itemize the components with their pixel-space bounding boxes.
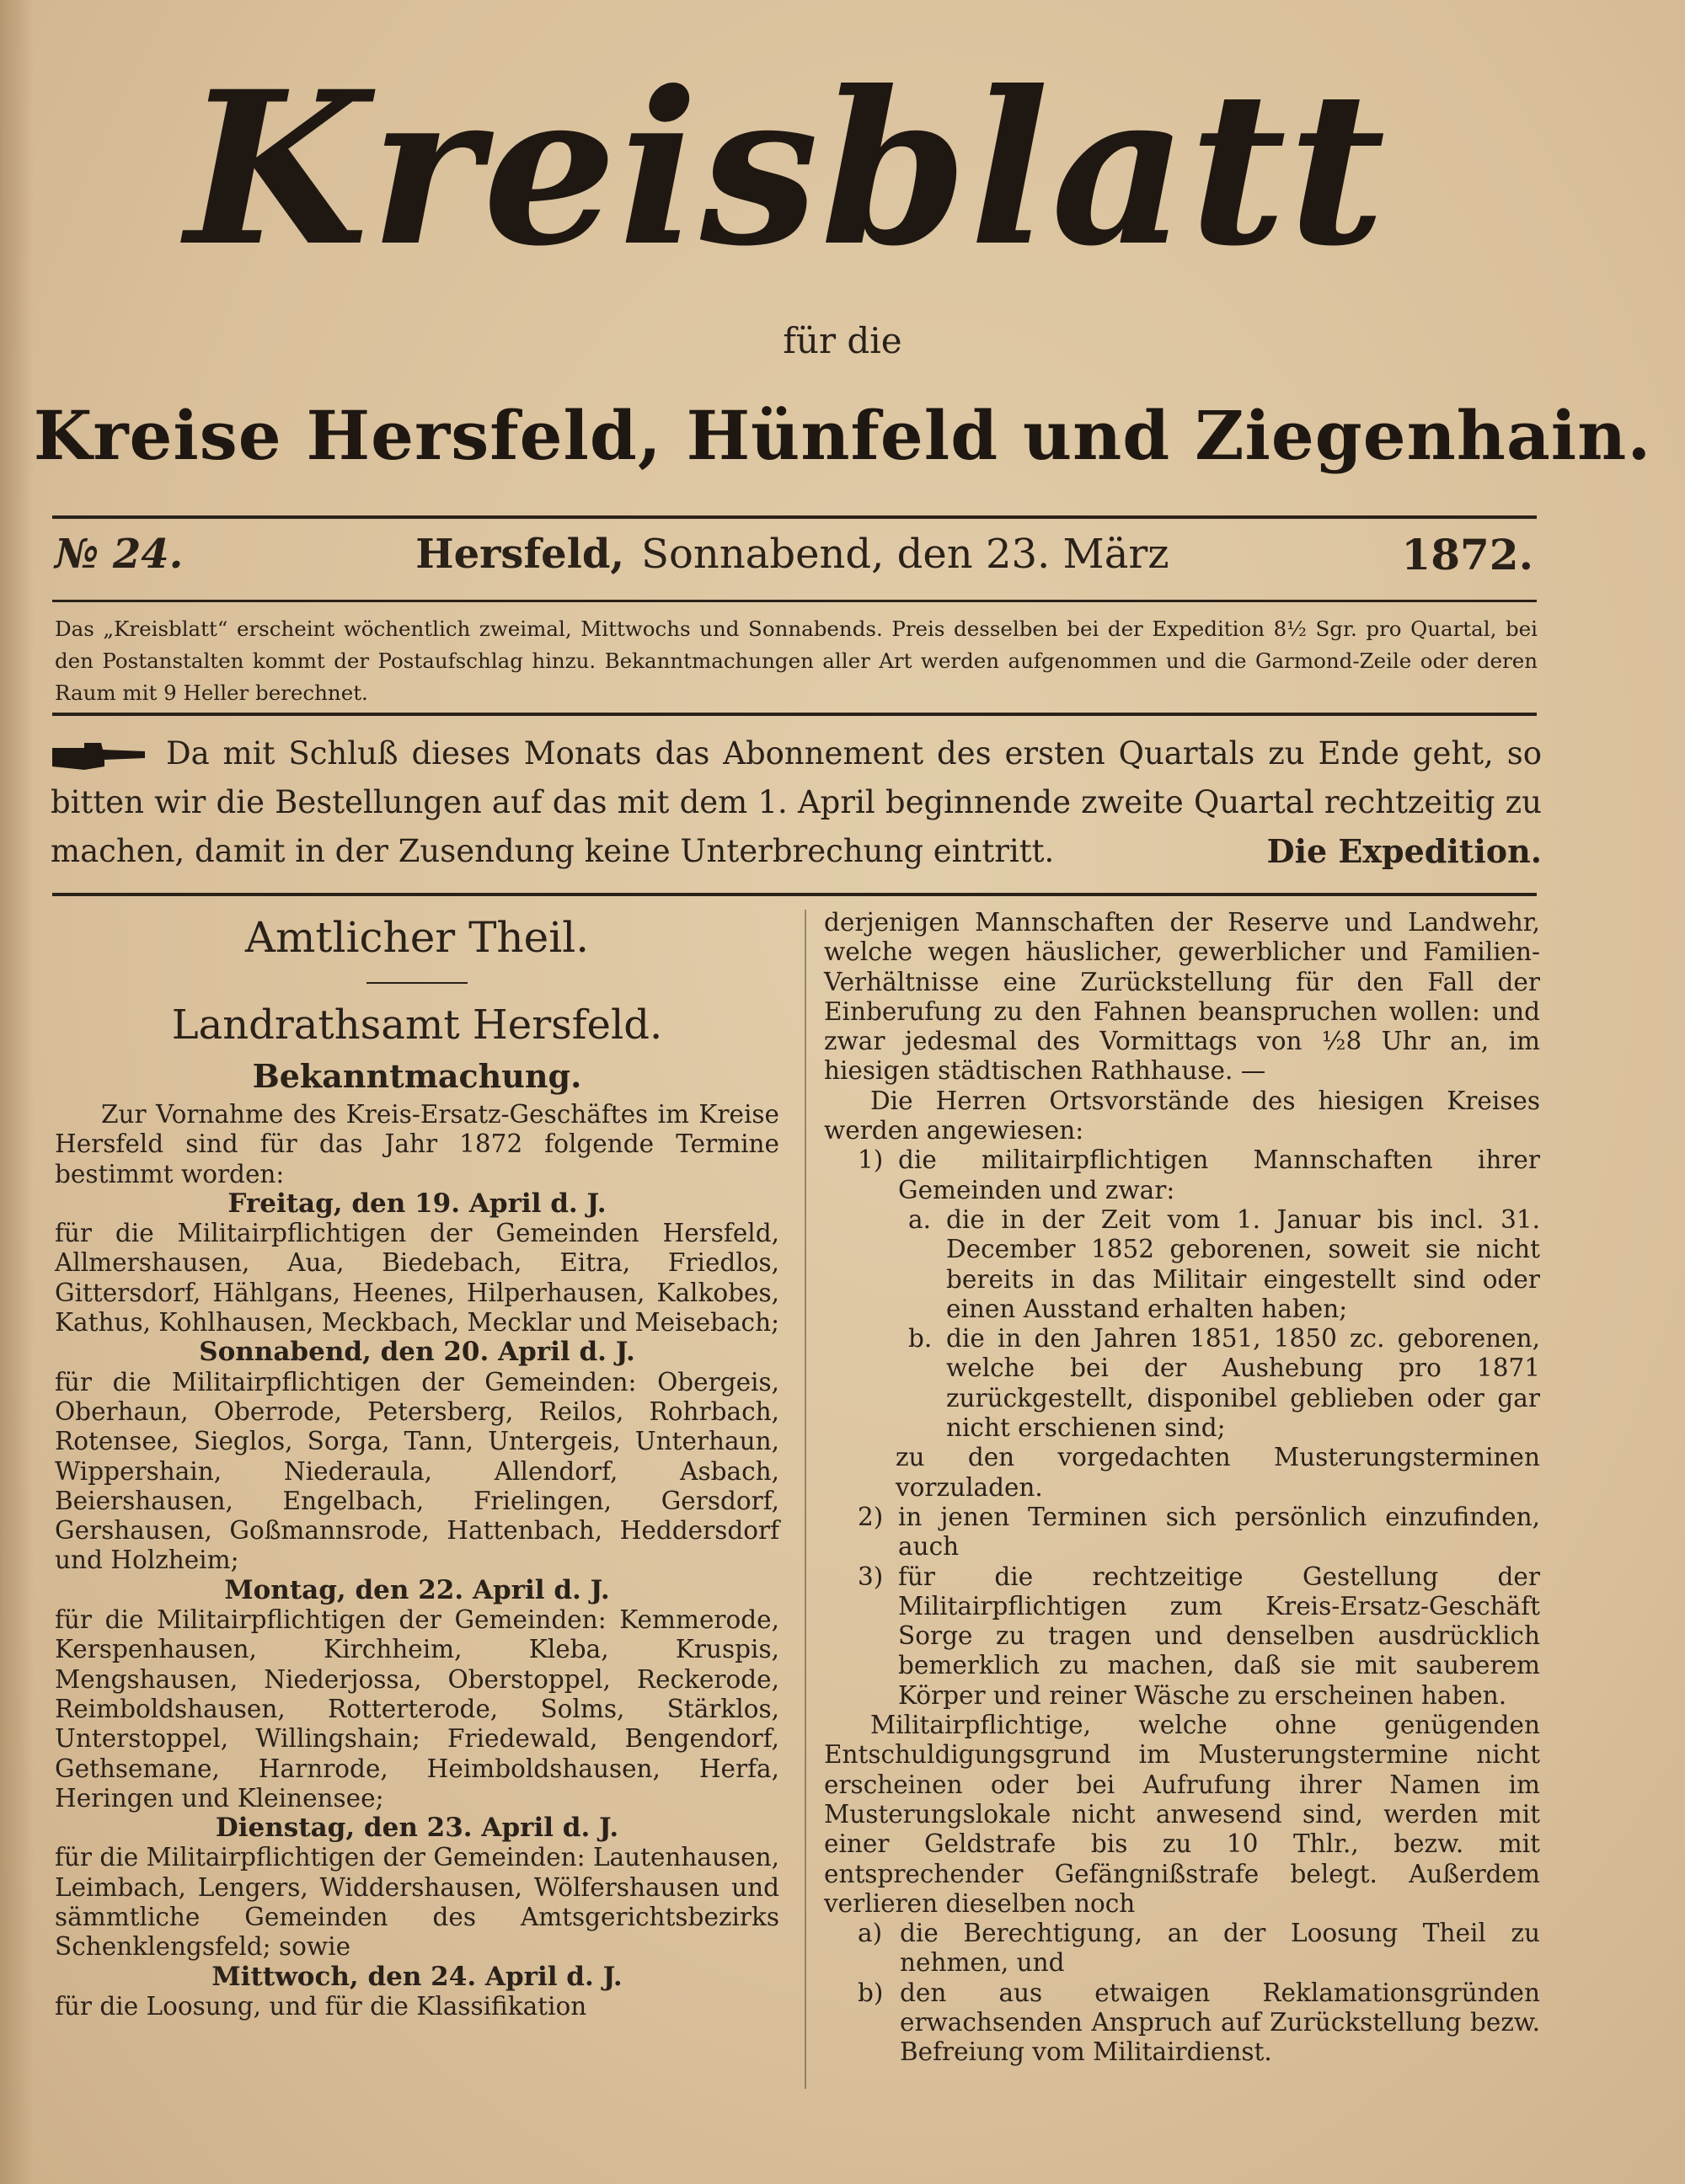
day-heading-5: Mittwoch, den 24. April d. J.	[211, 1961, 623, 1992]
intro-paragraph: Zur Vornahme des Kreis-Ersatz-Geschäftes im Kreise Hersfeld sind für das Jahr 1872 folgende Termine bestimmt worden:	[55, 1100, 779, 1188]
list-item-3: 3) für die rechtzeitige Gestellung der Militairpflichtigen zum Kreis-Ersatz-Geschäft Sorge zu tragen und denselben ausdrücklich bemerklich zu machen, daß sie mit sauberem Körper und reiner Wäsche zu erscheinen haben.	[858, 1562, 1540, 1710]
pointing-hand-icon	[51, 741, 147, 772]
section-rule	[366, 982, 468, 984]
day-heading-3: Montag, den 22. April d. J.	[224, 1574, 610, 1605]
list-item-2: 2) in jenen Terminen sich persönlich einzufinden, auch	[858, 1502, 1540, 1562]
masthead-subtitle: für die	[783, 320, 902, 361]
list-item-1b: b. die in den Jahren 1851, 1850 zc. geborenen, welche bei der Aushebung pro 1871 zurückgestellt, disponibel geblieben oder gar nicht erschienen sind;	[908, 1324, 1540, 1443]
day-heading-1: Freitag, den 19. April d. J.	[227, 1188, 607, 1219]
penalty-paragraph: Militairpflichtige, welche ohne genügenden Entschuldigungsgrund im Musterungstermine nicht erscheinen oder bei Aufrufung ihrer Namen im Musterungslokale nicht anwesend sind, werden mit einer Geldstrafe bis zu 10 Thlr., bezw. mit entsprechender Gefängnißstrafe belegt. Außerdem verlieren dieselben noch	[824, 1711, 1540, 1918]
day-text-4: für die Militairpflichtigen der Gemeinden: Lautenhausen, Leimbach, Lengers, Widdershausen, Wölfershausen und sämmtliche Gemeinden des Amtsgerichtsbezirks Schenklengsfeld; sowie	[55, 1843, 779, 1962]
day-text-3: für die Militairpflichtigen der Gemeinden: Kemmerode, Kerspenhausen, Kirchheim, Kleba, Kruspis, Mengshausen, Niederjossa, Oberstoppel, Reckerode, Reimboldshausen, Rotterterode, Solms, Stärklos, Unterstoppel, Willingshain; Friedewald, Bengendorf, Gethsemane, Harnrode, Heimboldshausen, Herfa, Heringen und Kleinensee;	[55, 1605, 779, 1813]
list-item-a: a) die Berechtigung, an der Loosung Theil zu nehmen, und	[858, 1919, 1540, 1978]
day-text-2: für die Militairpflichtigen der Gemeinden: Obergeis, Oberhaun, Oberrode, Petersberg, Reilos, Rohrbach, Rotensee, Sieglos, Sorga, Tann, Untergeis, Unterhaun, Wippershain, Niederaula, Allendorf, Asbach, Beiershausen, Engelbach, Frielingen, Gersdorf, Gershausen, Goßmannsrode, Hattenbach, Heddersdorf und Holzheim;	[55, 1367, 779, 1575]
instructions-intro: Die Herren Ortsvorstände des hiesigen Kreises werden angewiesen:	[824, 1086, 1540, 1145]
right-column	[824, 908, 1540, 2068]
notice-signature: Die Expedition.	[1266, 832, 1542, 870]
day-heading-2: Sonnabend, den 20. April d. J.	[199, 1337, 635, 1368]
notice-text: Da mit Schluß dieses Monats das Abonnement des ersten Quartals zu Ende geht, so bitten wir die Bestellungen auf das mit dem 1. April beginnende zweite Quartal rechtzeitig zu machen, damit in der Zusendung keine Unterbrechung eintritt.	[51, 735, 1542, 869]
masthead-region: Kreise Hersfeld, Hünfeld und Ziegenhain.	[33, 396, 1652, 475]
issue-year: 1872.	[1401, 529, 1533, 579]
section-title: Amtlicher Theil.	[244, 913, 590, 962]
list-item-1a: a. die in der Zeit vom 1. Januar bis incl. 31. December 1852 geborenen, soweit sie nicht bereits in das Militair eingestellt sind oder einen Ausstand erhalten haben;	[908, 1204, 1540, 1323]
day-text-1: für die Militairpflichtigen der Gemeinden Hersfeld, Allmershausen, Aua, Biedebach, Eitra, Friedlos, Gittersdorf, Hählgans, Heenes, Hilperhausen, Kalkobes, Kathus, Kohlhausen, Meckbach, Mecklar und Meisebach;	[55, 1219, 780, 1338]
list-item-1: 1) die militairpflichtigen Mannschaften ihrer Gemeinden und zwar:	[858, 1145, 1540, 1204]
expedition-notice	[51, 729, 1542, 876]
rule-top-double	[52, 515, 1537, 519]
issue-place: Hersfeld,	[415, 531, 625, 578]
masthead-word-left: Kreis	[185, 45, 821, 292]
dateline	[415, 531, 1169, 578]
issue-date: Sonnabend, den 23. März	[641, 531, 1169, 578]
issue-number: № 24.	[55, 531, 184, 578]
rule-above-columns	[52, 893, 1537, 896]
list-item-1-tail: zu den vorgedachten Musterungsterminen vorzuladen.	[896, 1443, 1540, 1502]
issue-line	[55, 521, 1533, 588]
rule-under-issue	[52, 600, 1537, 602]
left-column	[55, 908, 779, 2021]
day-heading-4: Dienstag, den 23. April d. J.	[215, 1813, 619, 1844]
notice-heading: Bekanntmachung.	[252, 1057, 582, 1095]
day-text-5: für die Loosung, und für die Klassifikation	[55, 1991, 587, 2021]
subscription-info: Das „Kreisblatt“ erscheint wöchentlich zweimal, Mittwochs und Sonnabends. Preis desselben bei der Expedition 8½ Sgr. pro Quartal, bei den Postanstalten kommt der Postaufschlag hinzu. Bekanntmachungen aller Art werden aufgenommen und die Garmond-Zeile oder deren Raum mit 9 Heller berechnet.	[55, 617, 1538, 705]
continued-paragraph: derjenigen Mannschaften der Reserve und Landwehr, welche wegen häuslicher, gewerblicher und Familien-Verhältnisse eine Zurückstellung für den Fall der Einberufung zu den Fahnen beanspruchen wollen: und zwar jedesmal des Vormittags von ½8 Uhr an, im hiesigen städtischen Rathhause. —	[824, 908, 1540, 1086]
column-divider	[805, 910, 806, 2089]
masthead-word-right: blatt	[820, 45, 1388, 292]
masthead	[185, 45, 1388, 292]
rule-above-notice	[52, 713, 1537, 716]
office-heading: Landrathsamt Hersfeld.	[171, 1001, 663, 1049]
list-item-b: b) den aus etwaigen Reklamationsgründen erwachsenden Anspruch auf Zurückstellung bezw. Befreiung vom Militairdienst.	[858, 1978, 1540, 2067]
